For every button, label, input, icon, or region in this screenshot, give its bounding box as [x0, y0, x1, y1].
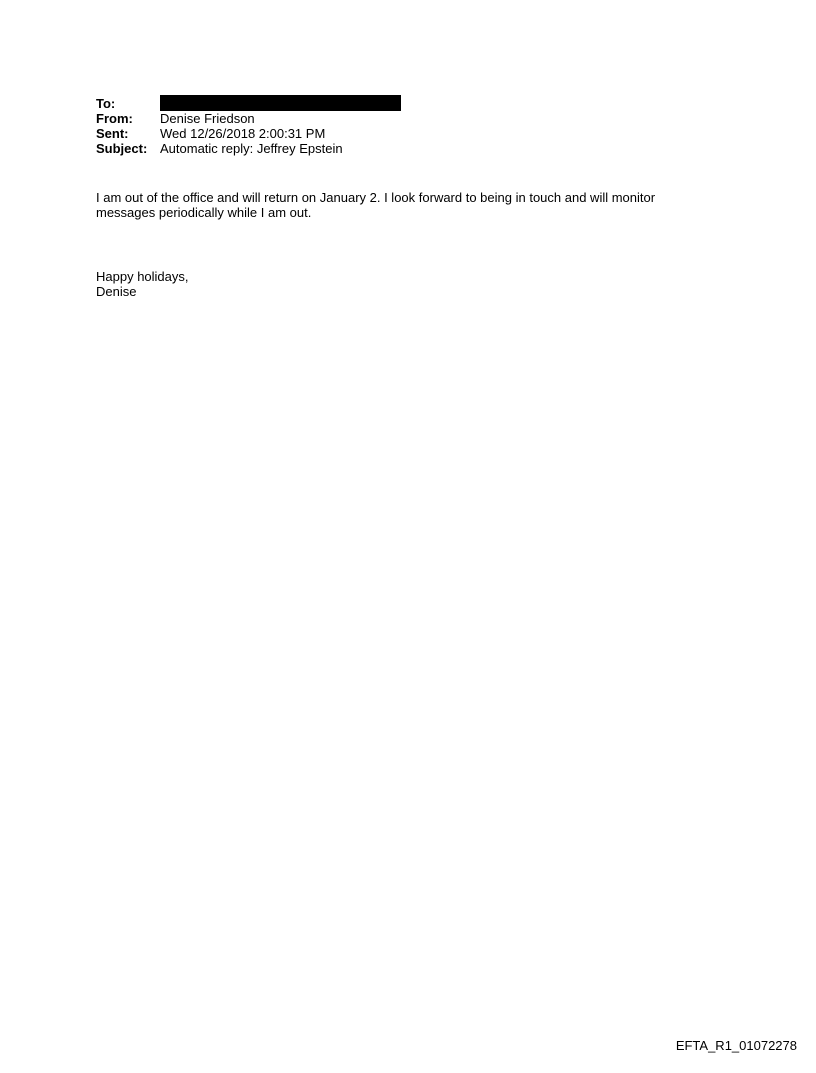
email-body-paragraph: I am out of the office and will return on January 2. I look forward to being in touch and will monitor messages periodically while I am out. — [96, 190, 656, 220]
subject-value: Automatic reply: Jeffrey Epstein — [160, 141, 343, 156]
from-value: Denise Friedson — [160, 111, 255, 126]
from-row — [96, 111, 401, 126]
to-redaction-block — [160, 95, 401, 111]
signature-name: Denise — [96, 284, 137, 299]
sent-label: Sent: — [96, 126, 129, 141]
subject-row — [96, 141, 401, 156]
email-header — [96, 96, 401, 156]
email-signoff — [96, 269, 189, 299]
sent-value: Wed 12/26/2018 2:00:31 PM — [160, 126, 326, 141]
closing-line: Happy holidays, — [96, 269, 189, 284]
document-id: EFTA_R1_01072278 — [675, 1038, 797, 1053]
sent-row — [96, 126, 401, 141]
to-row — [96, 96, 401, 111]
to-label: To: — [96, 96, 116, 111]
subject-label: Subject: — [96, 141, 148, 156]
from-label: From: — [96, 111, 133, 126]
